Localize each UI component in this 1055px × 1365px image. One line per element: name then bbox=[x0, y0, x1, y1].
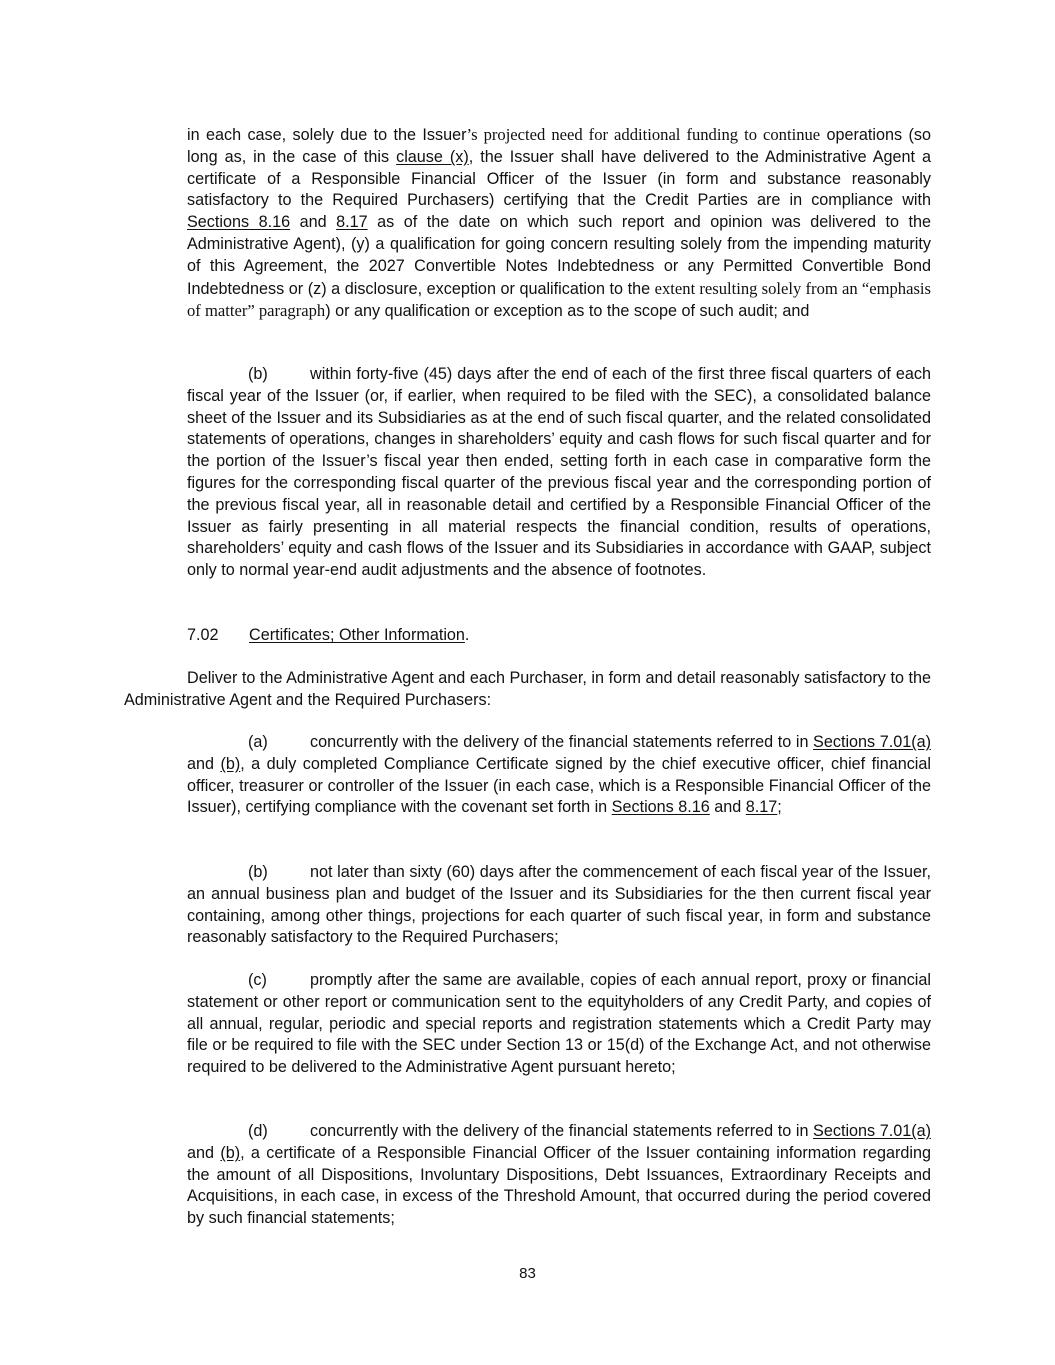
text-run: ) or any qualification or exception as to the scope of such audit; and bbox=[325, 302, 810, 321]
text-run: extent resulting solely from an “emphasis of matter” paragraph bbox=[187, 278, 931, 321]
item-c-reports bbox=[187, 970, 931, 1079]
text-run: in each case, solely due to the Issuer bbox=[187, 126, 467, 144]
text-run: and bbox=[187, 754, 221, 773]
section-8-17-reference: 8.17 bbox=[336, 213, 368, 232]
item-label: (a) bbox=[248, 733, 268, 751]
page-number: 83 bbox=[519, 1265, 536, 1282]
item-b-business-plan bbox=[187, 862, 931, 949]
section-8-16-reference: Sections 8.16 bbox=[611, 798, 710, 817]
item-label: (d) bbox=[248, 1122, 268, 1140]
text-run: , a duly completed Compliance Certificate signed by the chief executive officer, chief financial officer, treasurer or controller of the Issuer (in each case, which is a Responsible Financial Officer of the Issuer), certifying compliance with the covenant set forth in bbox=[187, 754, 931, 817]
item-text: within forty-five (45) days after the end of each of the first three fiscal quarters of each fiscal year of the Issuer (or, if earlier, when required to be filed with the SEC), a consolidated balance sheet of the Issuer and its Subsidiaries as at the end of such fiscal quarter, and the related consolidated statements of operations, changes in shareholders’ equity and cash flows for such fiscal quarter and for the portion of the Issuer’s fiscal year then ended, setting forth in each case in comparative form the figures for the corresponding fiscal quarter of the previous fiscal year and the corresponding portion of the previous fiscal year, all in reasonable detail and certified by a Responsible Financial Officer of the Issuer as fairly presenting in all material respects the financial condition, results of operations, shareholders’ equity and cash flows of the Issuer and its Subsidiaries in accordance with GAAP, subject only to normal year-end audit adjustments and the absence of footnotes. bbox=[187, 365, 931, 580]
text-run: operations (so long as, in the case of this bbox=[187, 126, 931, 166]
section-8-17-reference: 8.17 bbox=[745, 798, 778, 817]
section-8-16-reference: Sections 8.16 bbox=[187, 213, 291, 232]
text-run: concurrently with the delivery of the financial statements referred to in bbox=[310, 733, 814, 751]
clause-x-reference: clause (x) bbox=[396, 147, 469, 166]
section-heading bbox=[187, 625, 931, 647]
text-run: , a certificate of a Responsible Financial Officer of the Issuer containing information regarding the amount of all Dispositions, Involuntary Dispositions, Debt Issuances, Extraordinary Receipts and Acquisitions, in each case, in excess of the Threshold Amount, that occurred during the period covered by such financial statements; bbox=[187, 1143, 931, 1228]
item-label: (c) bbox=[248, 971, 267, 989]
text-run: and bbox=[187, 1143, 221, 1162]
text-run: and bbox=[290, 213, 337, 232]
text-run: . bbox=[464, 626, 470, 644]
item-label: (b) bbox=[248, 863, 268, 881]
continued-paragraph bbox=[187, 124, 931, 323]
text-run: concurrently with the delivery of the financial statements referred to in bbox=[310, 1122, 814, 1140]
paragraph-b-quarterly bbox=[187, 364, 931, 582]
item-d-dispositions-certificate bbox=[187, 1121, 931, 1230]
text-run: and bbox=[709, 798, 746, 817]
section-number: 7.02 bbox=[187, 626, 219, 644]
item-text: not later than sixty (60) days after the commencement of each fiscal year of the Issuer, an annual business plan and budget of the Issuer and its Subsidiaries for the then current fiscal year containing, among other things, projections for each quarter of such fiscal year, in form and substance reasonably satisfactory to the Required Purchasers; bbox=[187, 863, 931, 947]
section-7-01a-reference: Sections 7.01(a) bbox=[813, 1122, 932, 1140]
item-text: promptly after the same are available, copies of each annual report, proxy or financial statement or other report or communication sent to the equityholders of any Credit Party, and copies of all annual, regular, periodic and special reports and registration statements which a Credit Party may file or be required to file with the SEC under Section 13 or 15(d) of the Exchange Act, and not otherwise required to be delivered to the Administrative Agent pursuant hereto; bbox=[187, 971, 931, 1077]
section-title: Certificates; Other Information bbox=[249, 626, 465, 644]
item-label: (b) bbox=[248, 365, 268, 383]
section-b-reference: (b) bbox=[220, 1143, 241, 1162]
section-7-01a-reference: Sections 7.01(a) bbox=[813, 733, 932, 751]
item-a-compliance-certificate bbox=[187, 732, 931, 819]
text-run: , the Issuer shall have delivered to the Administrative Agent a certificate of a Responsible Financial Officer of the Issuer (in form and substance reasonably satisfactory to the Required Purchasers) certifying that the Credit Parties are in compliance with bbox=[187, 147, 931, 210]
section-b-reference: (b) bbox=[220, 754, 241, 773]
text-run: ’s projected need for additional funding to continue bbox=[466, 125, 821, 144]
text-run: ; bbox=[777, 798, 782, 817]
text-run: as of the date on which such report and opinion was delivered to the Administrative Agent), (y) a qualification for going concern resulting solely from the impending maturity of this Agreement, the 2027 Convertible Notes Indebtedness or any Permitted Convertible Bond Indebtedness or (z) a disclosure, exception or qualification to the bbox=[187, 213, 931, 298]
intro-paragraph: Deliver to the Administrative Agent and each Purchaser, in form and detail reasonably satisfactory to the Administrative Agent and the Required Purchasers: bbox=[124, 669, 931, 709]
